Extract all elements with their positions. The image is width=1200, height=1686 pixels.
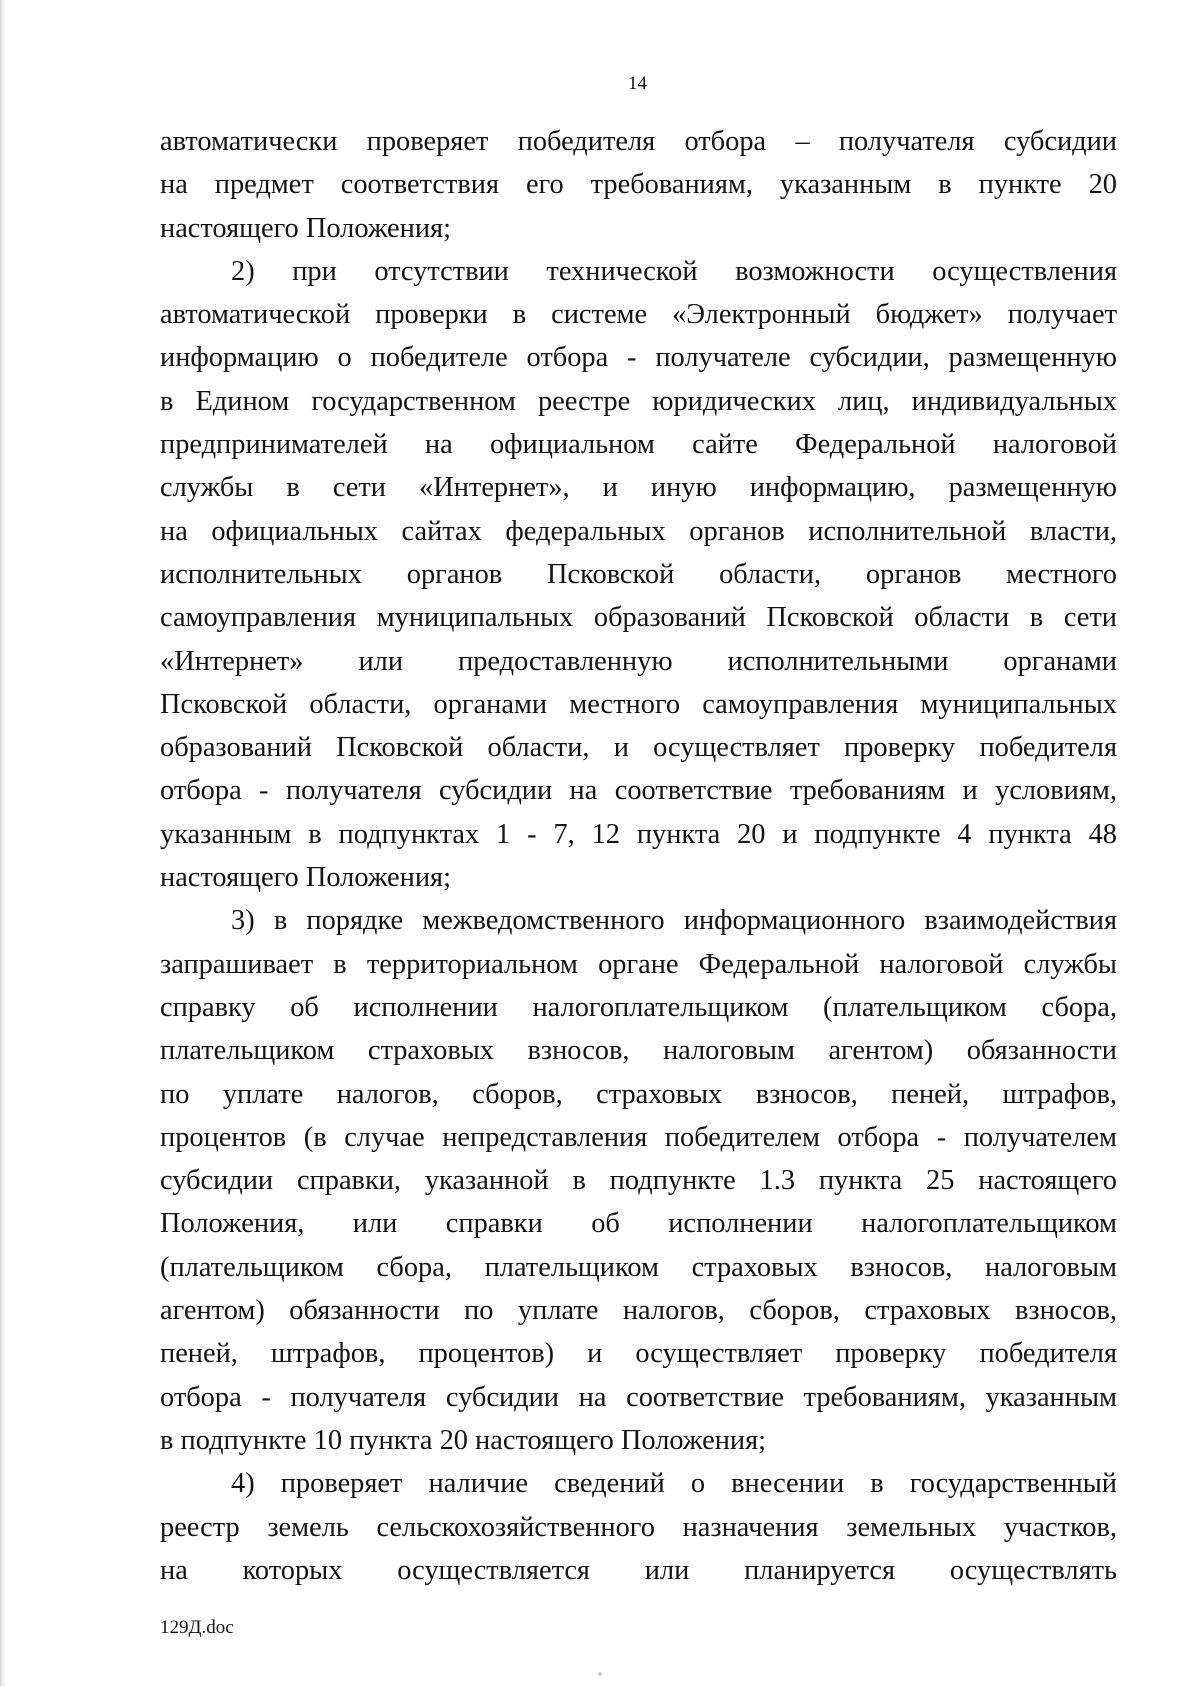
text-line: 4) проверяет наличие сведений о внесении в государственный [231, 1468, 1117, 1500]
text-line: Положения, или справки об исполнении налогоплательщиком [160, 1208, 1117, 1240]
text-line: в подпункте 10 пункта 20 настоящего Положения; [160, 1424, 767, 1456]
text-line: образований Псковской области, и осуществляет проверку победителя [160, 732, 1117, 764]
text-line: отбора - получателя субсидии на соответствие требованиям, указанным [160, 1381, 1117, 1413]
text-line: на которых осуществляется или планируется осуществлять [160, 1554, 1117, 1586]
text-line: 3) в порядке межведомственного информационного взаимодействия [231, 905, 1117, 937]
text-line: на предмет соответствия его требованиям, указанным в пункте 20 [160, 169, 1117, 201]
text-line: самоуправления муниципальных образований Псковской области в сети [160, 602, 1117, 634]
text-line: агентом) обязанности по уплате налогов, сборов, страховых взносов, [160, 1295, 1117, 1327]
footer-mark [598, 1672, 602, 1676]
text-line: на официальных сайтах федеральных органов исполнительной власти, [160, 515, 1117, 547]
text-line: исполнительных органов Псковской области, органов местного [160, 558, 1117, 590]
text-line: процентов (в случае непредставления победителем отбора - получателем [160, 1121, 1117, 1153]
footer-filename: 129Д.doc [160, 1617, 234, 1638]
text-line: службы в сети «Интернет», и иную информацию, размещенную [160, 472, 1117, 504]
text-line: настоящего Положения; [160, 212, 451, 244]
text-line: отбора - получателя субсидии на соответствие требованиям и условиям, [160, 775, 1117, 807]
text-line: «Интернет» или предоставленную исполнительными органами [160, 645, 1117, 677]
text-line: предпринимателей на официальном сайте Федеральной налоговой [160, 429, 1117, 461]
text-line: указанным в подпунктах 1 - 7, 12 пункта 20 и подпункте 4 пункта 48 [160, 818, 1117, 850]
text-line: пеней, штрафов, процентов) и осуществляет проверку победителя [160, 1338, 1117, 1370]
text-line: Псковской области, органами местного самоуправления муниципальных [160, 688, 1117, 720]
page-number: 14 [628, 73, 647, 94]
text-line: 2) при отсутствии технической возможности осуществления [231, 255, 1117, 287]
text-line: настоящего Положения; [160, 862, 451, 894]
text-line: справку об исполнении налогоплательщиком (плательщиком сбора, [160, 991, 1117, 1023]
text-line: в Едином государственном реестре юридических лиц, индивидуальных [160, 385, 1117, 417]
text-line: по уплате налогов, сборов, страховых взносов, пеней, штрафов, [160, 1078, 1117, 1110]
document-body [160, 120, 1117, 1592]
text-line: субсидии справки, указанной в подпункте 1.3 пункта 25 настоящего [160, 1165, 1117, 1197]
text-line: плательщиком страховых взносов, налоговым агентом) обязанности [160, 1035, 1117, 1067]
text-line: запрашивает в территориальном органе Федеральной налоговой службы [160, 948, 1117, 980]
text-line: автоматической проверки в системе «Электронный бюджет» получает [160, 299, 1117, 331]
text-line: (плательщиком сбора, плательщиком страховых взносов, налоговым [160, 1251, 1117, 1283]
scan-edge [0, 0, 6, 1686]
text-line: информацию о победителе отбора - получателе субсидии, размещенную [160, 342, 1117, 374]
text-line: автоматически проверяет победителя отбора – получателя субсидии [160, 126, 1117, 157]
text-line: реестр земель сельскохозяйственного назначения земельных участков, [160, 1511, 1117, 1543]
